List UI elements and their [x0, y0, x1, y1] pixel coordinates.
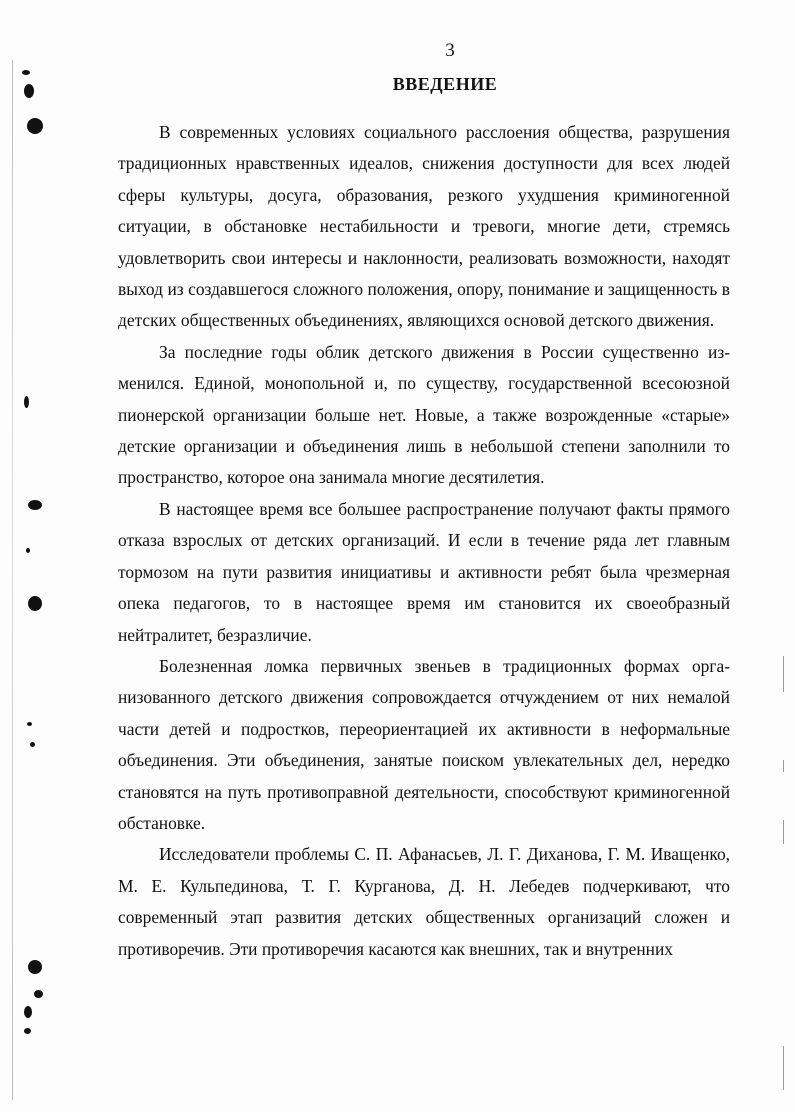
scan-artifact [783, 656, 784, 692]
paragraph: Болезненная ломка первичных звеньев в традиционных формах организованного детского движения сопровождается отчуждением от них немалой части детей и подростков, переориентацией их активности в неформальные объединения. Эти объединения, занятые поиском увлекательных дел, нередко становятся на путь противоправной деятельности, способствуют криминогенной обстановке. [118, 655, 730, 833]
scan-artifact [27, 118, 43, 134]
scan-artifact [30, 742, 35, 747]
scan-artifact [24, 1006, 32, 1018]
paragraph: Исследователи проблемы С. П. Афанасьев, Л. Г. Диханова, Г. М. Иващенко, М. Е. Кульпединова, Т. Г. Курганова, Д. Н. Лебедев подчеркивают, что современный этап развития детских общественных организаций сложен и противоречив. Эти противоречия касаются как внешних, так и внутренних [118, 844, 730, 959]
page-title: ВВЕДЕНИЕ [392, 74, 498, 94]
scan-artifact [783, 1046, 784, 1090]
page-number: 3 [445, 40, 455, 61]
scan-artifact [28, 500, 42, 510]
scan-artifact [783, 820, 784, 844]
paragraph: В современных условиях социального расслоения общества, разрушения традиционных нравственных идеалов, снижения доступности для всех людей сферы культуры, досуга, образования, резкого ухудшения криминогенной ситуации, в обстановке нестабильности и тревоги, многие дети, стремясь удовлетворить свои интересы и наклонности, реализовать возможности, находят выход из создавшегося сложного положения, опору, понимание и защищенность в детских общественных объединениях, являющихся основой детского движения. [118, 122, 730, 331]
scan-artifact [28, 596, 42, 611]
scan-artifact [783, 760, 784, 772]
paragraph: За последние годы облик детского движения в России существенно изменился. Единой, монопольной и, по существу, государственной всесоюзной пионерской организации больше нет. Новые, а также возрожденные «старые» детские организации и объединения лишь в небольшой степени заполнили то пространство, которое она занимала многие десятилетия. [118, 341, 730, 488]
scan-artifact [34, 990, 43, 998]
scan-artifact [24, 1028, 31, 1034]
scan-artifact [24, 396, 29, 408]
paragraph: В настоящее время все большее распространение получают факты прямого отказа взрослых от детских организаций. И если в течение ряда лет главным тормозом на пути развития инициативы и активности ребят была чрезмерная опека педагогов, то в настоящее время им становится их своеобразный нейтралитет, безразличие. [118, 498, 730, 645]
scan-margin-shadow [12, 60, 13, 1100]
scan-artifact [27, 722, 32, 726]
scan-artifact [28, 960, 42, 974]
body-text [118, 117, 730, 965]
scan-artifact [26, 548, 30, 553]
